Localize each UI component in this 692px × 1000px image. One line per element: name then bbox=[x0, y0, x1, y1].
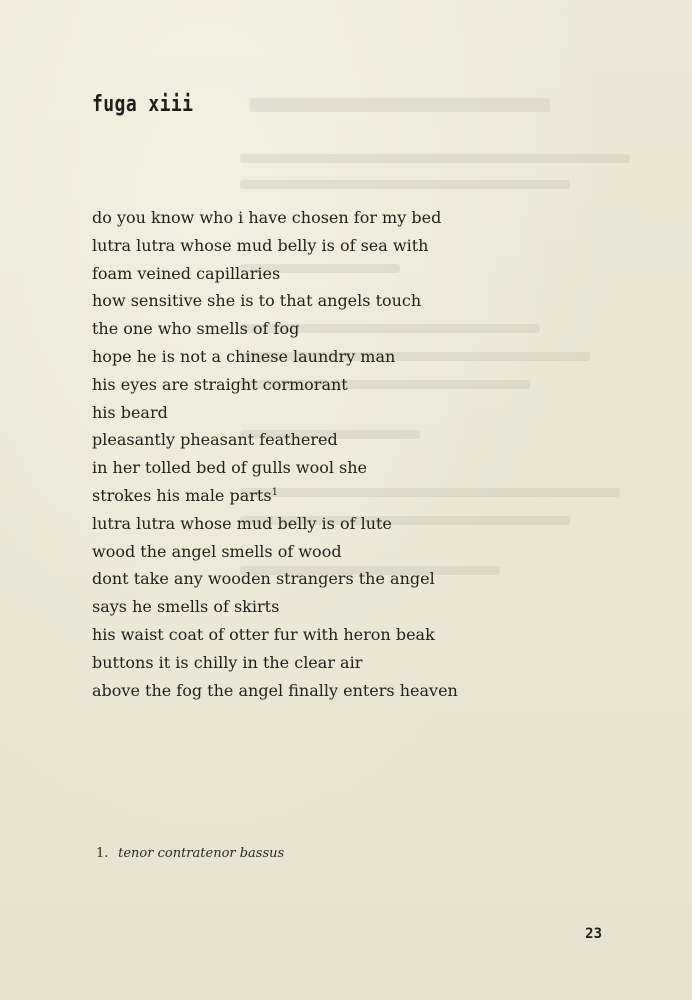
footnote bbox=[96, 846, 284, 861]
poem-line: wood the angel smells of wood bbox=[92, 541, 342, 561]
poem-line: foam veined capillaries bbox=[92, 263, 281, 283]
poem-line: pleasantly pheasant feathered bbox=[92, 430, 338, 450]
footnote-number: 1. bbox=[96, 846, 109, 861]
page-number: 23 bbox=[585, 926, 602, 942]
poem-line: in her tolled bed of gulls wool she bbox=[92, 458, 368, 478]
poem-line-text: strokes his male parts bbox=[92, 485, 272, 505]
poem-line: how sensitive she is to that angels touch bbox=[92, 291, 422, 311]
poem-line: lutra lutra whose mud belly is of lute bbox=[92, 513, 392, 533]
poem-line: buttons it is chilly in the clear air bbox=[92, 652, 363, 672]
poem-line: dont take any wooden strangers the angel bbox=[92, 569, 435, 589]
poem-line: hope he is not a chinese laundry man bbox=[92, 346, 396, 366]
poem-line: lutra lutra whose mud belly is of sea with bbox=[92, 235, 429, 255]
footnote-marker[interactable]: 1 bbox=[271, 486, 278, 498]
poem-line bbox=[92, 482, 458, 510]
poem-line: his beard bbox=[92, 402, 168, 422]
footnote-text: tenor contratenor bassus bbox=[118, 846, 285, 861]
poem-line: his waist coat of otter fur with heron beak bbox=[92, 624, 435, 644]
poem-body bbox=[92, 204, 458, 704]
page-title: fuga xiii bbox=[92, 92, 194, 117]
poem-line: above the fog the angel finally enters heaven bbox=[92, 680, 458, 700]
poem-line: the one who smells of fog bbox=[92, 319, 300, 339]
poem-line: says he smells of skirts bbox=[92, 597, 280, 617]
poem-line: do you know who i have chosen for my bed bbox=[92, 208, 442, 227]
poem-line: his eyes are straight cormorant bbox=[92, 374, 348, 394]
